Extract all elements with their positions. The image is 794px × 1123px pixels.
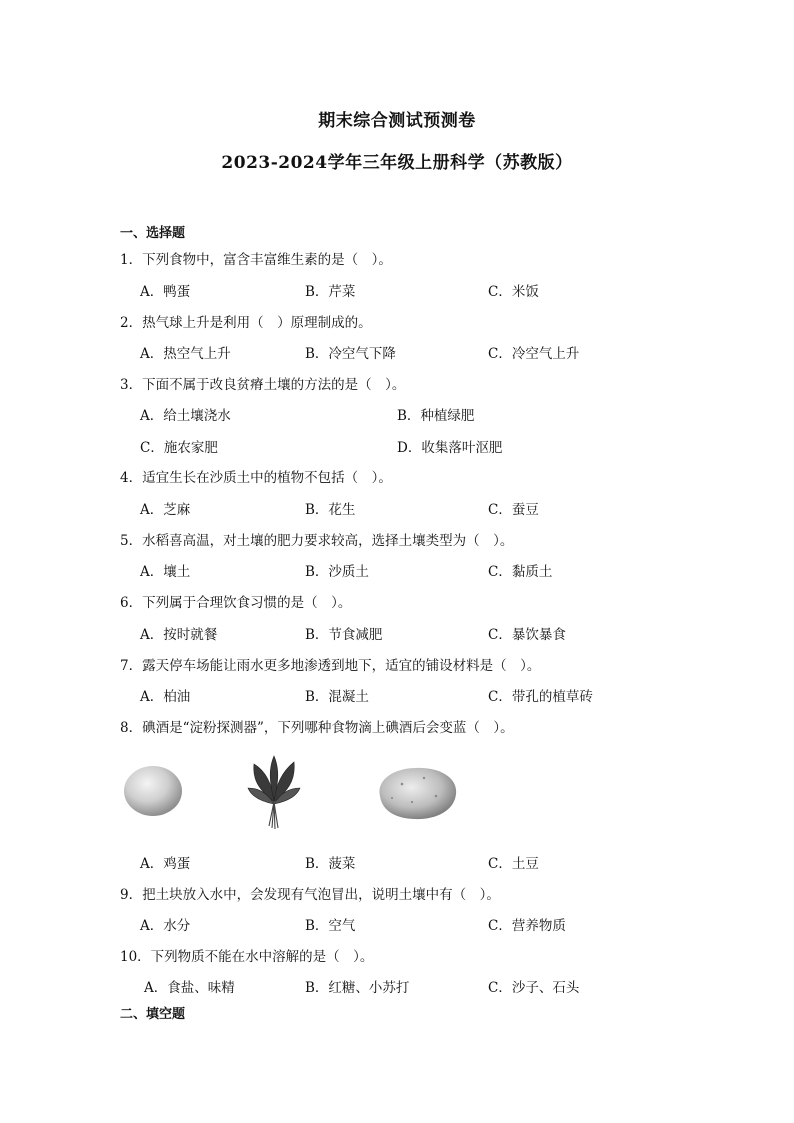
potato-image [372, 762, 462, 824]
spinach-image [244, 752, 304, 832]
question-2-stem: 2．热气球上升是利用（ ）原理制成的。 [120, 315, 372, 331]
section-heading-fill: 二、填空题 [120, 1007, 186, 1022]
question-10-stem: 10．下列物质不能在水中溶解的是（ ）。 [120, 949, 374, 965]
question-7-option-b: B．混凝土 [305, 689, 369, 705]
question-9-stem: 9．把土块放入水中，会发现有气泡冒出，说明土壤中有（ ）。 [120, 887, 500, 903]
question-9-option-a: A．水分 [140, 918, 191, 934]
question-4-option-a: A．芝麻 [140, 502, 191, 518]
egg-image [120, 762, 190, 822]
question-1-stem: 1．下列食物中，富含丰富维生素的是（ ）。 [120, 252, 392, 268]
question-8-option-a: A．鸡蛋 [140, 856, 191, 872]
question-10-option-b: B．红糖、小苏打 [305, 980, 410, 996]
question-7-option-a: A．柏油 [140, 689, 191, 705]
question-2-option-b: B．冷空气下降 [305, 346, 396, 362]
question-3-option-d: D．收集落叶沤肥 [397, 440, 503, 456]
question-9-option-b: B．空气 [305, 918, 356, 934]
question-4-option-c: C．蚕豆 [488, 502, 539, 518]
question-3-option-c: C．施农家肥 [140, 440, 218, 456]
question-7-stem: 7．露天停车场能让雨水更多地渗透到地下，适宜的铺设材料是（ ）。 [120, 658, 541, 674]
question-3-option-b: B．种植绿肥 [397, 408, 475, 424]
question-4-stem: 4．适宜生长在沙质土中的植物不包括（ ）。 [120, 470, 392, 486]
question-4-option-b: B．花生 [305, 502, 356, 518]
question-6-option-a: A．按时就餐 [140, 627, 218, 643]
question-7-option-c: C．带孔的植草砖 [488, 689, 593, 705]
question-2-option-c: C．冷空气上升 [488, 346, 580, 362]
question-6-option-b: B．节食减肥 [305, 627, 383, 643]
page-subtitle: 2023-2024学年三年级上册科学（苏教版） [221, 153, 573, 173]
page-title: 期末综合测试预测卷 [318, 111, 476, 131]
question-8-option-b: B．菠菜 [305, 856, 356, 872]
question-8-option-c: C．土豆 [488, 856, 539, 872]
question-10-option-c: C．沙子、石头 [488, 980, 580, 996]
question-1-option-a: A．鸭蛋 [140, 284, 191, 300]
question-10-option-a: A．食盐、味精 [144, 980, 235, 996]
question-5-option-c: C．黏质土 [488, 564, 553, 580]
question-5-option-b: B．沙质土 [305, 564, 369, 580]
question-1-option-b: B．芹菜 [305, 284, 356, 300]
question-3-stem: 3．下面不属于改良贫瘠土壤的方法的是（ ）。 [120, 377, 406, 393]
question-5-stem: 5．水稻喜高温，对土壤的肥力要求较高，选择土壤类型为（ ）。 [120, 533, 514, 549]
question-1-option-c: C．米饭 [488, 284, 539, 300]
question-2-option-a: A．热空气上升 [140, 346, 231, 362]
question-9-option-c: C．营养物质 [488, 918, 566, 934]
question-6-option-c: C．暴饮暴食 [488, 627, 566, 643]
section-heading-choice: 一、选择题 [120, 226, 186, 241]
question-5-option-a: A．壤土 [140, 564, 191, 580]
question-8-stem: 8．碘酒是“淀粉探测器”，下列哪种食物滴上碘酒后会变蓝（ ）。 [120, 720, 514, 736]
question-3-option-a: A．给土壤浇水 [140, 408, 231, 424]
question-6-stem: 6．下列属于合理饮食习惯的是（ ）。 [120, 595, 352, 611]
